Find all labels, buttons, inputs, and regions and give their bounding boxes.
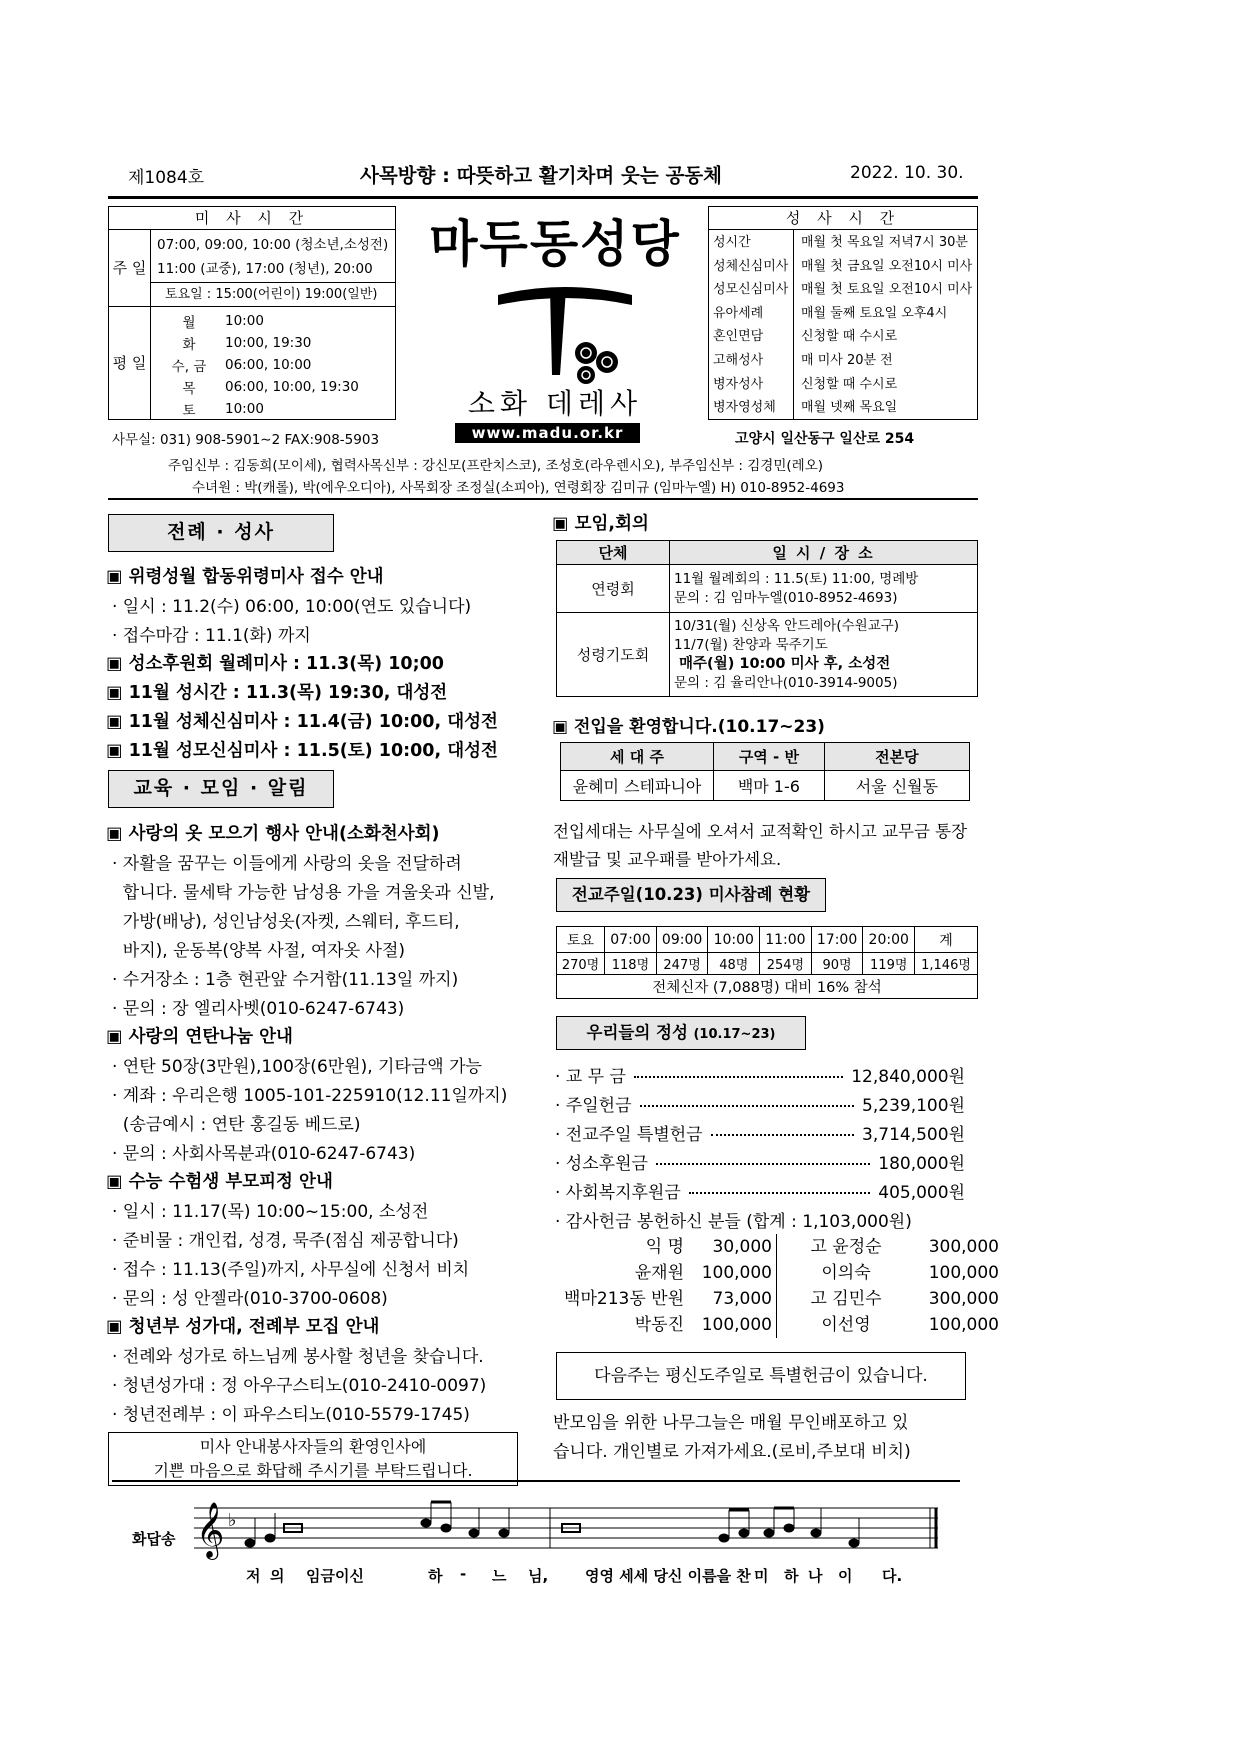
donor-name-2: 고 윤정순 — [810, 1237, 882, 1257]
attendance-count-row — [557, 953, 978, 975]
meetings-row — [557, 613, 978, 697]
clothes-drive-line: 바지), 운동복(양복 사절, 여자옷 사절) — [112, 941, 406, 961]
meeting-detail-line: 문의 : 김 임마누엘(010-8952-4693) — [674, 589, 898, 606]
saturday-row: 토요일 : 15:00(어린이) 19:00(일반) — [151, 282, 395, 307]
offering-row — [555, 1062, 965, 1091]
donor-amount-2: 300,000 — [928, 1237, 999, 1257]
youth-recruit-line: · 청년성가대 : 정 아우구스티노(010-2410-0097) — [112, 1376, 487, 1396]
cross-post — [550, 289, 566, 375]
note-group — [245, 1502, 936, 1548]
lyric-syllable: 이 — [838, 1567, 853, 1585]
offering-label: · 주일헌금 — [555, 1096, 632, 1116]
liturgy-item: ▣ 11월 성체신심미사 : 11.4(금) 10:00, 대성전 — [106, 712, 498, 732]
attendance-count: 90명 — [811, 953, 863, 975]
coal-sharing-line: (송금예시 : 연탄 홍길동 베드로) — [112, 1115, 361, 1135]
coal-sharing-title: ▣ 사랑의 연탄나눔 안내 — [106, 1027, 293, 1047]
weekday-table — [157, 310, 363, 420]
welcome-header-row — [561, 743, 970, 771]
offering-amount: 5,239,100원 — [862, 1096, 965, 1116]
contact-rule — [108, 498, 978, 500]
weekday-time: 10:00, 19:30 — [225, 335, 312, 351]
sacrament-time: 매월 첫 토요일 오전10시 미사 — [801, 282, 973, 298]
sacrament-time: 매월 둘째 토요일 오후4시 — [801, 305, 948, 321]
psalm-lyrics — [0, 1565, 1240, 1591]
memorial-mass-line: · 일시 : 11.2(수) 06:00, 10:00(연도 있습니다) — [112, 597, 472, 617]
offering-leader — [634, 1076, 843, 1078]
weekday-day: 화 — [182, 337, 196, 353]
sunday-label: 주 일 — [109, 230, 151, 307]
meetings-row — [557, 565, 978, 613]
offerings-title-box — [556, 1016, 806, 1050]
liturgy-item: ▣ 성소후원회 월례미사 : 11.3(목) 10;00 — [106, 654, 444, 674]
attendance-header: 07:00 — [605, 927, 657, 953]
meeting-group: 성령기도회 — [557, 613, 670, 697]
youth-recruit-title: ▣ 청년부 성가대, 전례부 모집 안내 — [106, 1317, 380, 1337]
offering-label: · 사회복지후원금 — [555, 1183, 681, 1203]
meeting-group: 연령회 — [557, 565, 670, 613]
exam-retreat-line: · 문의 : 성 안젤라(010-3700-0608) — [112, 1289, 388, 1309]
sacraments-title: 성 사 시 간 — [709, 207, 977, 230]
donors-table — [560, 1234, 1003, 1338]
lyric-syllable: 의 — [270, 1567, 285, 1585]
offering-amount: 3,714,500원 — [862, 1125, 965, 1145]
meetings-title: ▣ 모임,회의 — [552, 514, 649, 534]
welcome-row — [561, 771, 970, 801]
exam-retreat-line: · 준비물 : 개인컵, 성경, 묵주(점심 제공합니다) — [112, 1231, 459, 1251]
donor-row — [560, 1286, 1003, 1312]
donor-name-2: 이선영 — [821, 1315, 871, 1335]
attendance-header: 09:00 — [656, 927, 708, 953]
sacrament-name: 고해성사 — [713, 352, 764, 368]
sacrament-row — [713, 325, 975, 349]
sacraments-box — [708, 206, 978, 420]
lyric-syllable: 님, — [528, 1567, 549, 1585]
donor-name: 익 명 — [645, 1237, 684, 1257]
meeting-detail-line: 10/31(월) 신상옥 안드레아(수원교구) — [674, 617, 900, 634]
donor-amount: 100,000 — [688, 1312, 777, 1338]
offering-label: · 성소후원금 — [555, 1154, 648, 1174]
attendance-count: 270명 — [557, 953, 605, 975]
weekday-row — [157, 398, 363, 420]
offering-leader — [656, 1163, 870, 1165]
sacrament-row — [713, 302, 975, 326]
offering-leader — [711, 1134, 854, 1136]
staff-line: 수녀원 : 박(캐롤), 박(에우오디아), 사목회장 조정실(소피아), 연령회장 김미규 (임마누엘) H) 010-8952-4693 — [192, 480, 845, 496]
sacrament-name: 성모신심미사 — [713, 282, 789, 298]
donor-name-2: 이의숙 — [821, 1263, 871, 1283]
header-rule — [108, 196, 978, 199]
weekday-day: 토 — [182, 403, 196, 419]
clothes-drive-line: · 자활을 꿈꾸는 이들에게 사랑의 옷을 전달하려 — [112, 854, 462, 874]
attendance-count: 254명 — [760, 953, 812, 975]
weekday-day: 월 — [182, 315, 196, 331]
cross-logo — [490, 275, 640, 385]
lyric-syllable: 느 — [492, 1567, 507, 1585]
issue-number: 제1084호 — [128, 168, 205, 188]
meetings-header-row — [557, 541, 978, 565]
parish-name: 마두동성당 — [429, 215, 681, 273]
offering-leader — [689, 1192, 871, 1194]
sacrament-row — [713, 349, 975, 373]
lyric-syllable: 임금이신 — [306, 1567, 364, 1585]
sacrament-time: 신청할 때 수시로 — [801, 329, 898, 345]
offering-row — [555, 1149, 965, 1178]
sacrament-time: 매 미사 20분 전 — [801, 352, 893, 368]
attendance-count: 1,146명 — [915, 953, 978, 975]
donor-amount-2: 100,000 — [928, 1263, 999, 1283]
lyric-syllable: 다. — [882, 1567, 903, 1585]
sacrament-row — [713, 231, 975, 255]
offering-label: · 전교주일 특별헌금 — [555, 1125, 703, 1145]
welcome-title: ▣ 전입을 환영합니다.(10.17~23) — [552, 717, 825, 737]
lyric-syllable: 하 — [784, 1567, 799, 1585]
attendance-header: 토요 — [557, 927, 605, 953]
welcome-header: 전본당 — [824, 743, 969, 771]
donor-name: 박동진 — [634, 1315, 684, 1335]
offering-label: · 교 무 금 — [555, 1067, 626, 1087]
clothes-drive-line: · 수거장소 : 1층 현관앞 수거함(11.13일 까지) — [112, 970, 459, 990]
sacrament-time: 매월 첫 금요일 오전10시 미사 — [801, 258, 973, 274]
sacrament-row — [713, 373, 975, 397]
sacrament-row — [713, 278, 975, 302]
donor-row — [560, 1234, 1003, 1260]
attendance-header: 17:00 — [811, 927, 863, 953]
sacraments-list — [713, 231, 975, 420]
clothes-drive-line: · 문의 : 장 엘리사벳(010-6247-6743) — [112, 999, 405, 1019]
next-week-notice-box — [556, 1352, 966, 1400]
offering-amount: 405,000원 — [878, 1183, 965, 1203]
lyric-syllable: 나 — [808, 1567, 823, 1585]
donor-name: 백마213동 반원 — [564, 1289, 684, 1309]
weekday-label: 평 일 — [109, 307, 151, 419]
lyric-syllable: 하 — [428, 1567, 443, 1585]
weekday-row — [157, 376, 363, 398]
key-signature-flat: ♭ — [228, 1510, 237, 1531]
sacrament-time: 신청할 때 수시로 — [801, 376, 898, 392]
sacrament-name: 성시간 — [713, 235, 751, 250]
sacrament-row — [713, 255, 975, 279]
mass-times-title: 미 사 시 간 — [109, 207, 395, 230]
attendance-title: 전교주일(10.23) 미사참례 현황 — [556, 878, 826, 912]
lyric-syllable: - — [460, 1565, 467, 1583]
weekday-row — [157, 354, 363, 376]
sunday-row-2: 11:00 (교중), 17:00 (청년), 20:00 — [157, 261, 373, 277]
office-contact: 사무실: 031) 908-5901∼2 FAX:908-5903 — [112, 432, 380, 448]
exam-retreat-line: · 일시 : 11.17(목) 10:00~15:00, 소성전 — [112, 1202, 429, 1222]
donor-amount: 100,000 — [688, 1260, 777, 1286]
offering-row — [555, 1178, 965, 1207]
tree-notice-line: 습니다. 개인별로 가져가세요.(로비,주보대 비치) — [553, 1442, 911, 1462]
weekday-day: 목 — [182, 381, 196, 397]
pastoral-motto: 사목방향 : 따뜻하고 활기차며 웃는 공동체 — [360, 164, 722, 187]
meeting-detail — [670, 565, 978, 613]
youth-recruit-line: · 전례와 성가로 하느님께 봉사할 청년을 찾습니다. — [112, 1347, 484, 1367]
coal-sharing-line: · 계좌 : 우리은행 1005-101-225910(12.11일까지) — [112, 1086, 508, 1106]
sacrament-row — [713, 396, 975, 420]
sunday-row-1: 07:00, 09:00, 10:00 (청소년,소성전) — [157, 237, 389, 253]
welcome-header: 구역 - 반 — [714, 743, 825, 771]
exam-retreat-title: ▣ 수능 수험생 부모피정 안내 — [106, 1172, 333, 1192]
welcome-header: 세 대 주 — [561, 743, 714, 771]
attendance-header-row — [557, 927, 978, 953]
welcome-cell: 윤혜미 스테파니아 — [561, 771, 714, 801]
website-link[interactable]: www.madu.or.kr — [455, 423, 640, 443]
memorial-mass-line: · 접수마감 : 11.1(화) 까지 — [112, 626, 311, 646]
meeting-detail-line: 매주(월) 10:00 미사 후, 소성전 — [674, 655, 891, 672]
sacrament-time: 매월 넷째 목요일 — [801, 400, 898, 416]
psalm-label: 화답송 — [132, 1530, 176, 1548]
issue-date: 2022. 10. 30. — [850, 163, 964, 183]
youth-recruit-line: · 청년전례부 : 이 파우스티노(010-5579-1745) — [112, 1405, 470, 1425]
coal-sharing-line: · 문의 : 사회사목분과(010-6247-6743) — [112, 1144, 416, 1164]
sacrament-name: 성체신심미사 — [713, 258, 789, 274]
meetings-col-group: 단체 — [557, 541, 670, 565]
clothes-drive-title: ▣ 사랑의 옷 모으기 행사 안내(소화천사회) — [106, 824, 440, 844]
tree-notice-line: 반모임을 위한 나무그늘은 매월 무인배포하고 있 — [553, 1413, 909, 1433]
donor-amount-2: 100,000 — [928, 1315, 999, 1335]
mass-times-box — [108, 206, 396, 420]
offerings-list — [555, 1062, 965, 1207]
weekday-day: 수, 금 — [171, 359, 207, 375]
attendance-header: 11:00 — [760, 927, 812, 953]
donor-name-2: 고 김민수 — [810, 1289, 882, 1309]
coal-sharing-line: · 연탄 50장(3만원),100장(6만원), 기타금액 가능 — [112, 1057, 482, 1077]
offering-row — [555, 1091, 965, 1120]
greeting-notice-line: 미사 안내봉사자들의 환영인사에 — [199, 1437, 427, 1456]
attendance-summary-row — [557, 975, 978, 999]
donor-amount: 73,000 — [688, 1286, 777, 1312]
attendance-header: 계 — [915, 927, 978, 953]
attendance-table — [556, 926, 978, 999]
attendance-count: 118명 — [605, 953, 657, 975]
education-section-title: 교육 · 모임 · 알림 — [108, 770, 334, 808]
offerings-period: (10.17~23) — [693, 1027, 776, 1042]
donor-amount-2: 300,000 — [928, 1289, 999, 1309]
liturgy-item: ▣ 11월 성모신심미사 : 11.5(토) 10:00, 대성전 — [106, 741, 498, 761]
weekday-time: 10:00 — [225, 401, 264, 417]
church-address: 고양시 일산동구 일산로 254 — [735, 431, 915, 447]
clothes-drive-line: 합니다. 물세탁 가능한 남성용 가을 겨울옷과 신발, — [112, 883, 495, 903]
music-staff — [194, 1496, 954, 1566]
meetings-col-when: 일 시 / 장 소 — [670, 541, 978, 565]
thanks-offering-line: · 감사헌금 봉헌하신 분들 (합계 : 1,103,000원) — [555, 1212, 912, 1232]
sacrament-name: 병자성사 — [713, 376, 764, 392]
offering-row — [555, 1120, 965, 1149]
attendance-summary: 전체신자 (7,088명) 대비 16% 참석 — [557, 975, 978, 999]
donor-name: 윤재원 — [634, 1263, 684, 1283]
rose — [596, 351, 618, 373]
next-week-notice: 다음주는 평신도주일로 특별헌금이 있습니다. — [594, 1366, 928, 1386]
liturgy-section-title: 전례 · 성사 — [108, 514, 334, 552]
offering-amount: 12,840,000원 — [851, 1067, 965, 1087]
welcome-cell: 백마 1-6 — [714, 771, 825, 801]
welcome-note-line: 전입세대는 사무실에 오셔서 교적확인 하시고 교무금 통장 — [553, 822, 968, 841]
meeting-detail-line: 11월 월례회의 : 11.5(토) 11:00, 명례방 — [674, 570, 919, 587]
offerings-title: 우리들의 정성 — [586, 1023, 688, 1042]
donor-amount: 30,000 — [688, 1234, 777, 1260]
sacrament-name: 혼인면담 — [713, 329, 764, 345]
offering-leader — [640, 1105, 855, 1107]
welcome-cell: 서울 신월동 — [824, 771, 969, 801]
sacrament-name: 병자영성체 — [713, 400, 776, 416]
treble-clef: 𝄞 — [196, 1502, 225, 1558]
patron-saint: 소화 데레사 — [467, 387, 643, 420]
weekday-row — [157, 310, 363, 332]
weekday-time: 10:00 — [225, 313, 264, 329]
weekday-time: 06:00, 10:00, 19:30 — [225, 379, 359, 395]
lyric-syllable: 저 — [246, 1567, 261, 1585]
meetings-table — [556, 540, 978, 697]
rose — [575, 342, 597, 364]
clothes-drive-line: 가방(배낭), 성인남성옷(자켓, 스웨터, 후드티, — [112, 912, 460, 932]
memorial-mass-title: ▣ 위령성월 합동위령미사 접수 안내 — [106, 567, 384, 587]
sacrament-name: 유아세례 — [713, 305, 764, 321]
attendance-header: 20:00 — [863, 927, 915, 953]
lyric-syllable: 영영 세세 당신 이름을 찬 — [585, 1567, 751, 1585]
welcome-table — [560, 742, 970, 801]
music-top-rule — [112, 1480, 960, 1482]
liturgy-item: ▣ 11월 성시간 : 11.3(목) 19:30, 대성전 — [106, 683, 448, 703]
weekday-row — [157, 332, 363, 354]
offering-amount: 180,000원 — [878, 1154, 965, 1174]
attendance-count: 119명 — [863, 953, 915, 975]
meeting-detail-line: 문의 : 김 율리안나(010-3914-9005) — [674, 674, 898, 691]
attendance-count: 48명 — [708, 953, 760, 975]
clergy-line: 주임신부 : 김동희(모이세), 협력사목신부 : 강신모(프란치스코), 조성호(라우렌시오), 부주임신부 : 김경민(레오) — [168, 458, 823, 474]
meeting-detail — [670, 613, 978, 697]
exam-retreat-line: · 접수 : 11.13(주일)까지, 사무실에 신청서 비치 — [112, 1260, 470, 1280]
attendance-header: 10:00 — [708, 927, 760, 953]
weekday-time: 06:00, 10:00 — [225, 357, 312, 373]
donor-row — [560, 1312, 1003, 1338]
sacrament-time: 매월 첫 목요일 저녁7시 30분 — [801, 235, 968, 250]
attendance-count: 247명 — [656, 953, 708, 975]
lyric-syllable: 미 — [754, 1567, 769, 1585]
donor-row — [560, 1260, 1003, 1286]
meeting-detail-line: 11/7(월) 찬양과 묵주기도 — [674, 636, 828, 653]
greeting-notice-box — [108, 1432, 518, 1486]
staff-lines — [194, 1508, 938, 1548]
welcome-note-line: 재발급 및 교우패를 받아가세요. — [553, 850, 782, 869]
greeting-notice-line: 기쁜 마음으로 화답해 주시기를 부탁드립니다. — [153, 1461, 473, 1480]
